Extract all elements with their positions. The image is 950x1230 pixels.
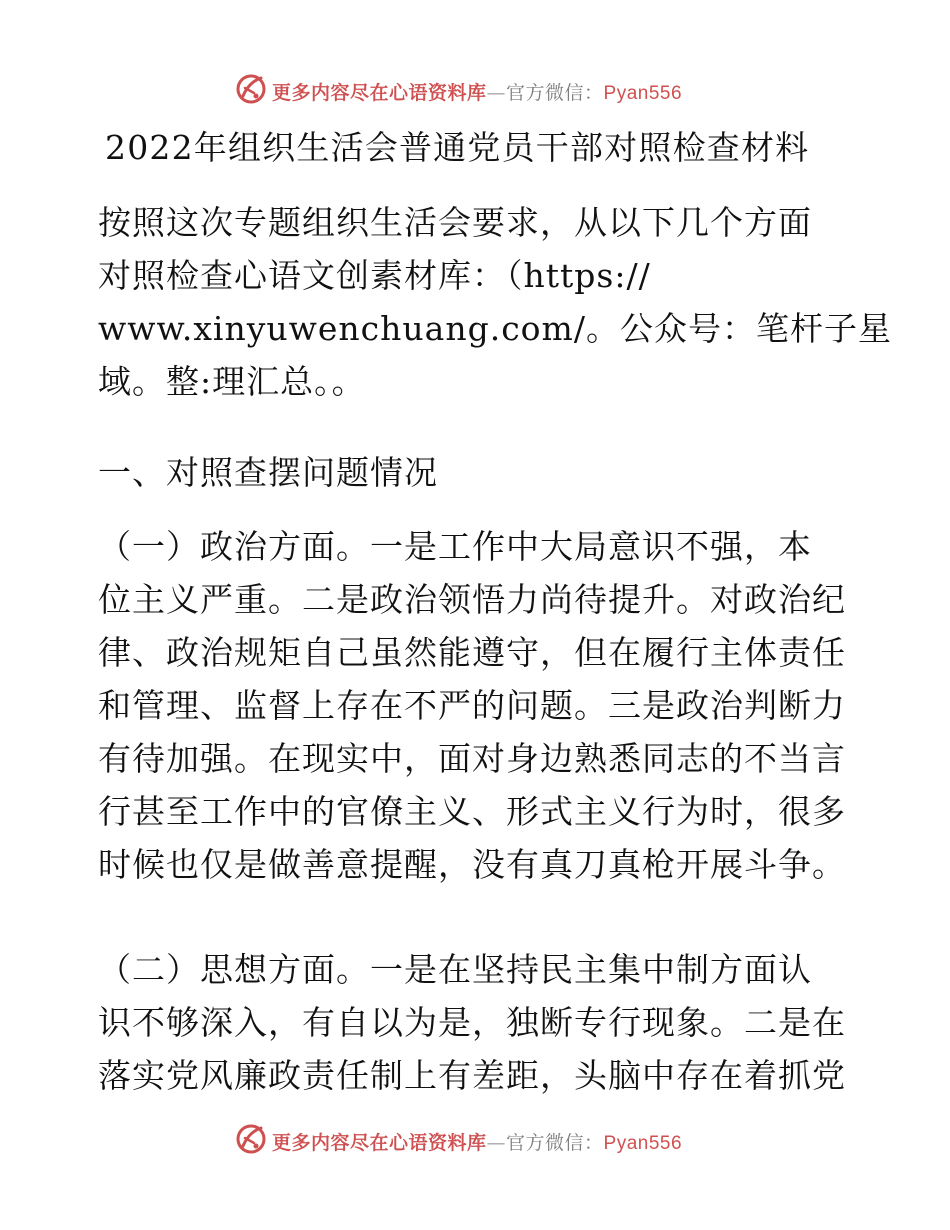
ideological-aspect-paragraph <box>98 943 858 1102</box>
site-name: 更多内容尽在心语资料库 <box>272 82 487 104</box>
text-line: 对照检查心语文创素材库：（https:// <box>98 256 651 295</box>
text-line: 落实党风廉政责任制上有差距，头脑中存在着抓党 <box>98 1056 846 1095</box>
text-line: （二）思想方面。一是在坚持民主集中制方面认 <box>98 950 812 989</box>
wechat-id: Pyan556 <box>603 83 683 104</box>
footer-watermark-text <box>272 1128 682 1155</box>
text-line: 行甚至工作中的官僚主义、形式主义行为时，很多 <box>98 792 846 831</box>
calligraphy-brush-seal-icon <box>234 1122 268 1156</box>
calligraphy-brush-seal-icon <box>234 72 268 106</box>
text-line: 和管理、监督上存在不严的问题。三是政治判断力 <box>98 686 846 725</box>
text-line: 律、政治规矩自己虽然能遵守，但在履行主体责任 <box>98 633 846 672</box>
section-heading <box>98 446 858 499</box>
text-line: 域。整:理汇总。。 <box>98 362 366 401</box>
text-line: 识不够深入，有自以为是，独断专行现象。二是在 <box>98 1003 846 1042</box>
footer-watermark <box>0 1120 950 1160</box>
text-line: 位主义严重。二是政治领悟力尚待提升。对政治纪 <box>98 580 846 619</box>
wechat-id: Pyan556 <box>603 1133 683 1154</box>
wechat-label: 官方微信： <box>506 1132 604 1154</box>
text-line: www.xinyuwenchuang.com/。公众号：笔杆子星 <box>98 309 892 348</box>
text-line: 时候也仅是做善意提醒，没有真刀真枪开展斗争。 <box>98 845 846 884</box>
political-aspect-paragraph <box>98 520 858 891</box>
text-line: 一、对照查摆问题情况 <box>98 453 438 492</box>
text-line: （一）政治方面。一是工作中大局意识不强，本 <box>98 527 812 566</box>
separator: — <box>486 82 507 104</box>
header-watermark <box>0 70 950 110</box>
wechat-label: 官方微信： <box>506 82 604 104</box>
intro-paragraph <box>98 196 892 408</box>
document-title: 2022年组织生活会普通党员干部对照检查材料 <box>105 128 810 167</box>
site-name: 更多内容尽在心语资料库 <box>272 1132 487 1154</box>
text-line: 有待加强。在现实中，面对身边熟悉同志的不当言 <box>98 739 846 778</box>
text-line: 按照这次专题组织生活会要求，从以下几个方面 <box>98 203 812 242</box>
header-watermark-text <box>272 78 682 105</box>
separator: — <box>486 1132 507 1154</box>
